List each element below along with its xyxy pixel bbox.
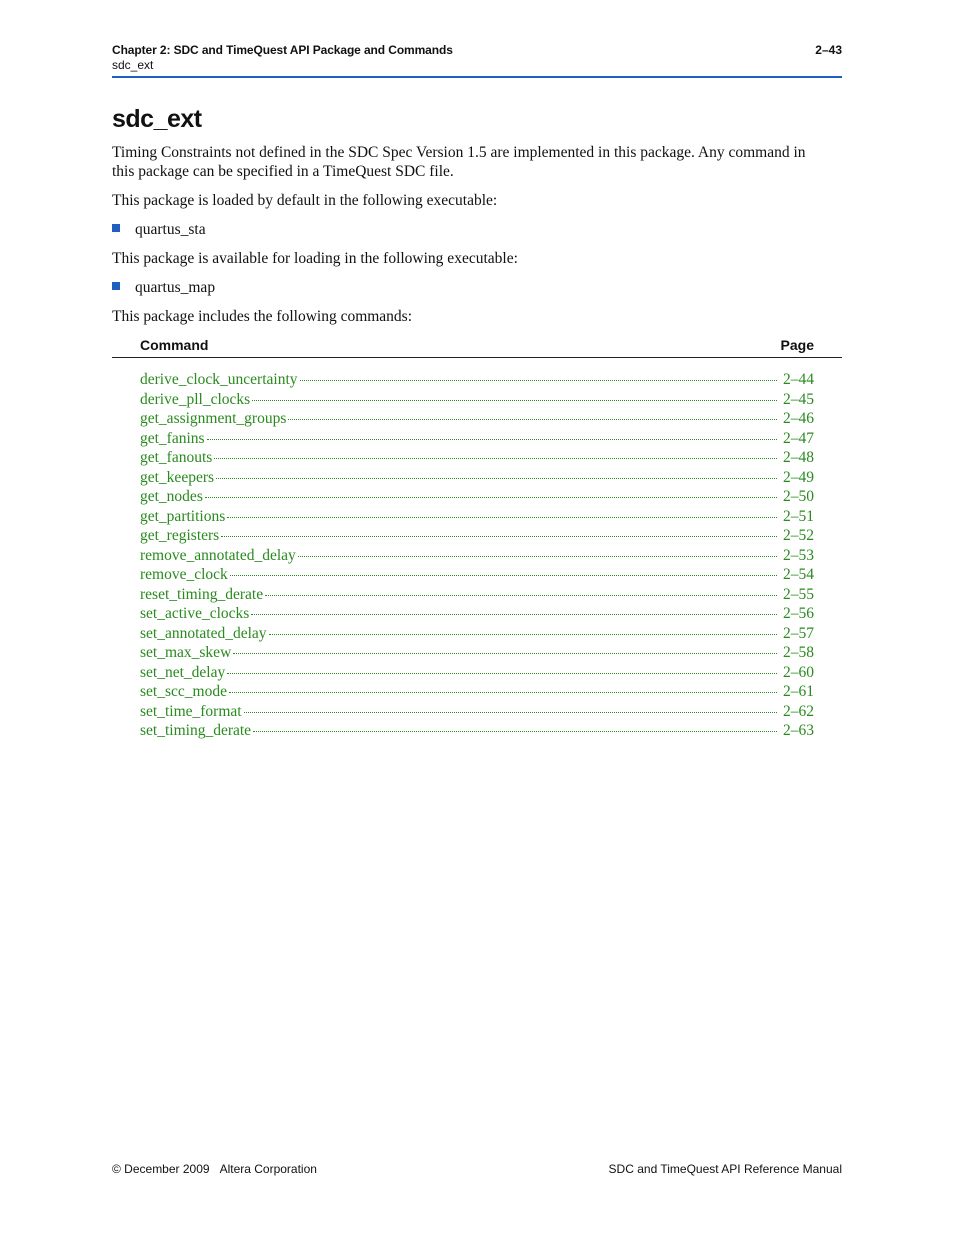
chapter-title: Chapter 2: SDC and TimeQuest API Package and Commands: [112, 43, 453, 57]
available-paragraph: This package is available for loading in the following executable:: [112, 250, 518, 267]
dot-leader: [288, 419, 777, 420]
command-page-number[interactable]: 2–58: [783, 644, 814, 661]
header-rule: [112, 76, 842, 78]
command-page-number[interactable]: 2–61: [783, 683, 814, 700]
dot-leader: [252, 400, 777, 401]
command-link[interactable]: get_assignment_groups: [140, 410, 287, 427]
dot-leader: [227, 673, 777, 674]
command-link-row[interactable]: [140, 430, 814, 450]
footer-date: © December 2009: [112, 1162, 210, 1176]
square-bullet-icon: [112, 224, 120, 232]
dot-leader: [265, 595, 777, 596]
command-link[interactable]: remove_clock: [140, 566, 228, 583]
command-link[interactable]: get_fanins: [140, 429, 205, 447]
command-link-row[interactable]: [140, 527, 814, 547]
intro-paragraph: Timing Constraints not defined in the SDC Spec Version 1.5 are implemented in this package. Any command in this package can be specified in a TimeQuest SDC file.: [112, 144, 806, 180]
command-link-row[interactable]: [140, 371, 814, 391]
includes-paragraph: This package includes the following commands:: [112, 308, 413, 325]
command-page-number[interactable]: 2–52: [783, 527, 814, 544]
dot-leader: [253, 731, 777, 732]
command-page-number[interactable]: 2–63: [783, 722, 814, 739]
column-header-command: Command: [140, 337, 209, 353]
loaded-default-paragraph: This package is loaded by default in the following executable:: [112, 192, 498, 209]
command-page-number[interactable]: 2–62: [783, 702, 814, 720]
command-table-header: [140, 337, 814, 353]
bullet-item-default: [112, 220, 206, 239]
command-link-row[interactable]: [140, 488, 814, 508]
dot-leader: [214, 458, 777, 459]
command-page-number[interactable]: 2–51: [783, 507, 814, 525]
command-link-row[interactable]: [140, 566, 814, 586]
dot-leader: [205, 497, 777, 498]
command-link[interactable]: set_max_skew: [140, 644, 232, 661]
footer-company: Altera Corporation: [219, 1162, 317, 1176]
command-link-row[interactable]: [140, 469, 814, 489]
bullet-text: quartus_map: [135, 279, 216, 296]
command-link[interactable]: set_timing_derate: [140, 722, 252, 739]
dot-leader: [233, 653, 777, 654]
dot-leader: [207, 439, 777, 440]
command-link-row[interactable]: [140, 644, 814, 664]
section-name: sdc_ext: [112, 58, 154, 72]
command-link-row[interactable]: [140, 391, 814, 411]
command-link[interactable]: set_annotated_delay: [140, 624, 267, 642]
column-header-page: Page: [780, 337, 814, 353]
header-page-number: 2–43: [815, 43, 842, 57]
command-link[interactable]: derive_clock_uncertainty: [140, 371, 298, 388]
command-link-row[interactable]: [140, 605, 814, 625]
command-page-number[interactable]: 2–50: [783, 488, 814, 505]
footer-manual-title: SDC and TimeQuest API Reference Manual: [608, 1162, 842, 1176]
dot-leader: [300, 380, 777, 381]
command-link[interactable]: set_scc_mode: [140, 683, 227, 700]
command-link[interactable]: get_nodes: [140, 488, 203, 505]
command-link[interactable]: derive_pll_clocks: [140, 390, 251, 408]
command-link-row[interactable]: [140, 410, 814, 430]
command-link-row[interactable]: [140, 703, 814, 723]
bullet-text: quartus_sta: [135, 221, 206, 238]
command-link-row[interactable]: [140, 664, 814, 684]
command-link[interactable]: set_active_clocks: [140, 605, 250, 622]
command-link-row[interactable]: [140, 449, 814, 469]
command-link-row[interactable]: [140, 586, 814, 606]
command-link[interactable]: set_time_format: [140, 702, 242, 720]
dot-leader: [251, 614, 777, 615]
table-header-rule: [112, 357, 842, 358]
command-link-row[interactable]: [140, 683, 814, 703]
command-page-number[interactable]: 2–46: [783, 410, 814, 427]
command-link-row[interactable]: [140, 722, 814, 742]
command-link[interactable]: get_fanouts: [140, 449, 213, 466]
dot-leader: [229, 692, 777, 693]
dot-leader: [269, 634, 777, 635]
square-bullet-icon: [112, 282, 120, 290]
dot-leader: [216, 478, 777, 479]
command-link[interactable]: get_partitions: [140, 507, 226, 525]
command-page-number[interactable]: 2–48: [783, 449, 814, 466]
footer-left: [112, 1162, 317, 1176]
command-link[interactable]: reset_timing_derate: [140, 585, 264, 603]
command-list: [140, 371, 814, 742]
bullet-item-available: [112, 278, 215, 297]
command-link[interactable]: get_registers: [140, 527, 220, 544]
command-page-number[interactable]: 2–53: [783, 546, 814, 564]
command-page-number[interactable]: 2–49: [783, 468, 814, 486]
command-page-number[interactable]: 2–54: [783, 566, 814, 583]
command-page-number[interactable]: 2–47: [783, 429, 814, 447]
command-page-number[interactable]: 2–57: [783, 624, 814, 642]
command-page-number[interactable]: 2–55: [783, 585, 814, 603]
command-link-row[interactable]: [140, 508, 814, 528]
command-link[interactable]: set_net_delay: [140, 663, 226, 681]
command-page-number[interactable]: 2–44: [783, 371, 814, 388]
dot-leader: [230, 575, 777, 576]
command-page-number[interactable]: 2–60: [783, 663, 814, 681]
dot-leader: [244, 712, 777, 713]
command-link-row[interactable]: [140, 547, 814, 567]
running-header: [112, 43, 453, 73]
dot-leader: [227, 517, 777, 518]
command-page-number[interactable]: 2–56: [783, 605, 814, 622]
dot-leader: [221, 536, 777, 537]
command-page-number[interactable]: 2–45: [783, 390, 814, 408]
command-link[interactable]: get_keepers: [140, 468, 215, 486]
command-link[interactable]: remove_annotated_delay: [140, 546, 296, 564]
command-link-row[interactable]: [140, 625, 814, 645]
page-title: sdc_ext: [112, 105, 202, 133]
dot-leader: [298, 556, 777, 557]
